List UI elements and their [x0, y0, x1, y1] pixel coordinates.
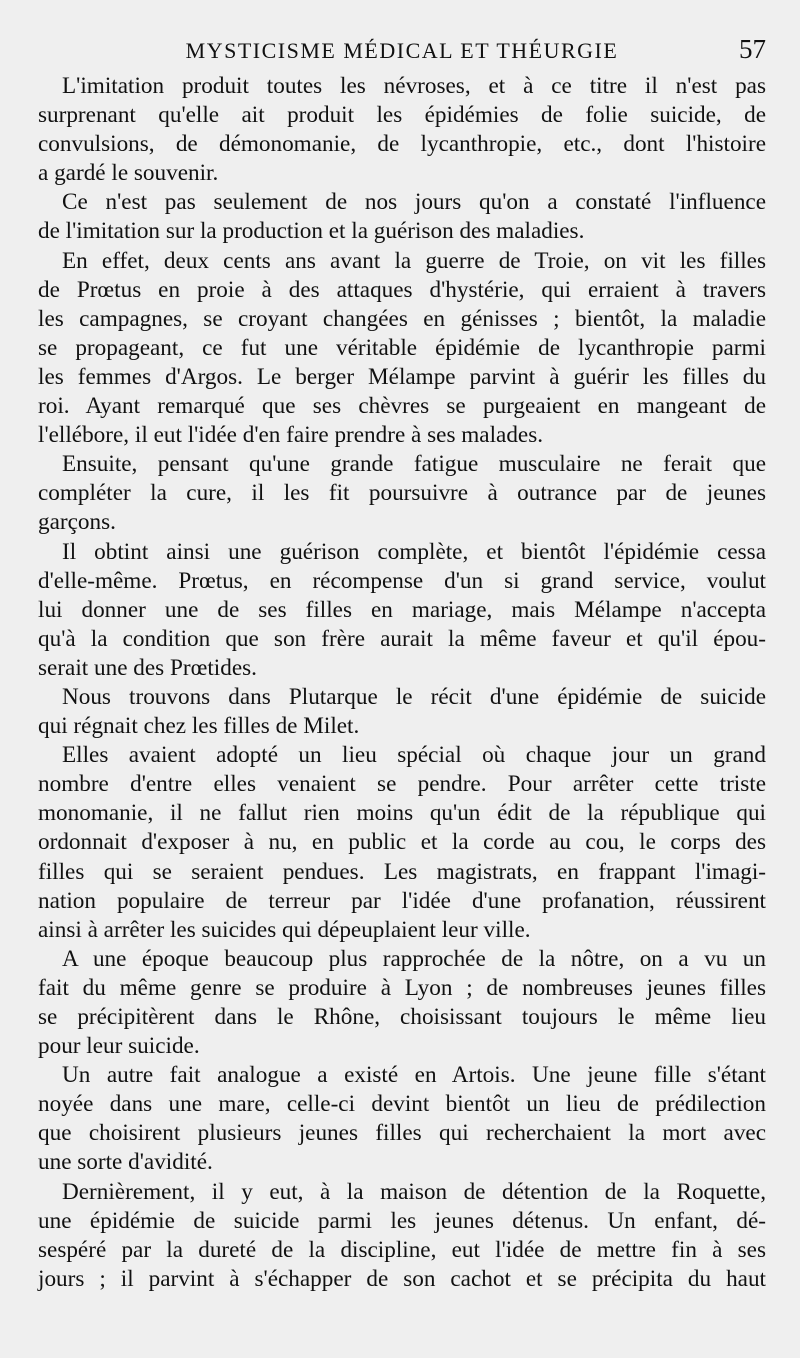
text-line: serait une des Prœtides. — [38, 654, 257, 681]
text-line: fait du même genre se produire à Lyon ; de nombreuses jeunes filles — [38, 974, 766, 1001]
text-line: filles qui se seraient pendues. Les magistrats, en frappant l'imagi- — [38, 858, 766, 885]
text-line: pour leur suicide. — [38, 1033, 200, 1060]
text-line: se précipitèrent dans le Rhône, choisissant toujours le même lieu — [38, 1004, 766, 1030]
text-line: jours ; il parvint à s'échapper de son cachot et se précipita du haut — [38, 1265, 766, 1292]
text-line: se propageant, ce fut une véritable épidémie de lycanthropie parmi — [38, 334, 766, 361]
running-title: MYSTICISME MÉDICAL ET THÉURGIE — [185, 38, 619, 63]
text-line: les femmes d'Argos. Le berger Mélampe parvint à guérir les filles du — [38, 363, 766, 390]
text-line: l'ellébore, il eut l'idée d'en faire prendre à ses malades. — [38, 422, 544, 449]
text-line: de l'imitation sur la production et la guérison des maladies. — [38, 218, 585, 245]
text-line: les campagnes, se croyant changées en génisses ; bientôt, la maladie — [38, 305, 766, 332]
text-line: convulsions, de démonomanie, de lycanthropie, etc., dont l'histoire — [38, 131, 766, 158]
text-line: monomanie, il ne fallut rien moins qu'un édit de la république qui — [38, 800, 766, 827]
text-line: Il obtint ainsi une guérison complète, et bientôt l'épidémie cessa — [62, 538, 766, 565]
text-line: d'elle-même. Prœtus, en récompense d'un si grand service, voulut — [38, 567, 766, 594]
text-line: Ensuite, pensant qu'une grande fatigue musculaire ne ferait que — [62, 451, 766, 478]
text-line: qui régnait chez les filles de Milet. — [38, 713, 360, 740]
text-line: Dernièrement, il y eut, à la maison de détention de la Roquette, — [62, 1178, 766, 1205]
text-line: de Prœtus en proie à des attaques d'hystérie, qui erraient à travers — [38, 276, 766, 303]
text-line: A une époque beaucoup plus rapprochée de la nôtre, on a vu un — [62, 945, 766, 972]
text-line: Elles avaient adopté un lieu spécial où chaque jour un grand — [62, 742, 766, 769]
text-line: une sorte d'avidité. — [38, 1149, 213, 1176]
text-line: surprenant qu'elle ait produit les épidémies de folie suicide, de — [38, 102, 766, 129]
text-line: compléter la cure, il les fit poursuivre à outrance par de jeunes — [38, 480, 766, 507]
page-number: 57 — [739, 34, 766, 64]
text-line: Nous trouvons dans Plutarque le récit d'une épidémie de suicide — [62, 683, 766, 710]
text-line: En effet, deux cents ans avant la guerre de Troie, on vit les filles — [62, 247, 766, 274]
text-line: sespéré par la dureté de la discipline, eut l'idée de mettre fin à ses — [38, 1236, 766, 1263]
text-line: L'imitation produit toutes les névroses, et à ce titre il n'est pas — [62, 73, 766, 99]
text-line: Un autre fait analogue a existé en Artois. Une jeune fille s'étant — [62, 1062, 766, 1089]
text-line: nombre d'entre elles venaient se pendre. Pour arrêter cette triste — [38, 771, 766, 798]
text-line: nation populaire de terreur par l'idée d'une profanation, réussirent — [38, 887, 766, 914]
text-line: garçons. — [38, 509, 116, 536]
text-line: ordonnait d'exposer à nu, en public et la corde au cou, le corps des — [38, 829, 766, 856]
text-line: que choisirent plusieurs jeunes filles qui recherchaient la mort avec — [38, 1120, 766, 1147]
text-line: Ce n'est pas seulement de nos jours qu'on a constaté l'influence — [62, 189, 766, 216]
text-line: lui donner une de ses filles en mariage, mais Mélampe n'accepta — [38, 596, 766, 623]
text-line: a gardé le souvenir. — [38, 160, 219, 187]
text-line: roi. Ayant remarqué que ses chèvres se purgeaient en mangeant de — [38, 393, 766, 420]
text-line: ainsi à arrêter les suicides qui dépeuplaient leur ville. — [38, 916, 531, 943]
body-text — [38, 72, 766, 1294]
text-line: noyée dans une mare, celle-ci devint bientôt un lieu de prédilection — [38, 1091, 766, 1118]
running-head — [38, 34, 766, 66]
text-line: qu'à la condition que son frère aurait la même faveur et qu'il épou- — [38, 625, 766, 652]
text-line: une épidémie de suicide parmi les jeunes détenus. Un enfant, dé- — [38, 1207, 766, 1234]
